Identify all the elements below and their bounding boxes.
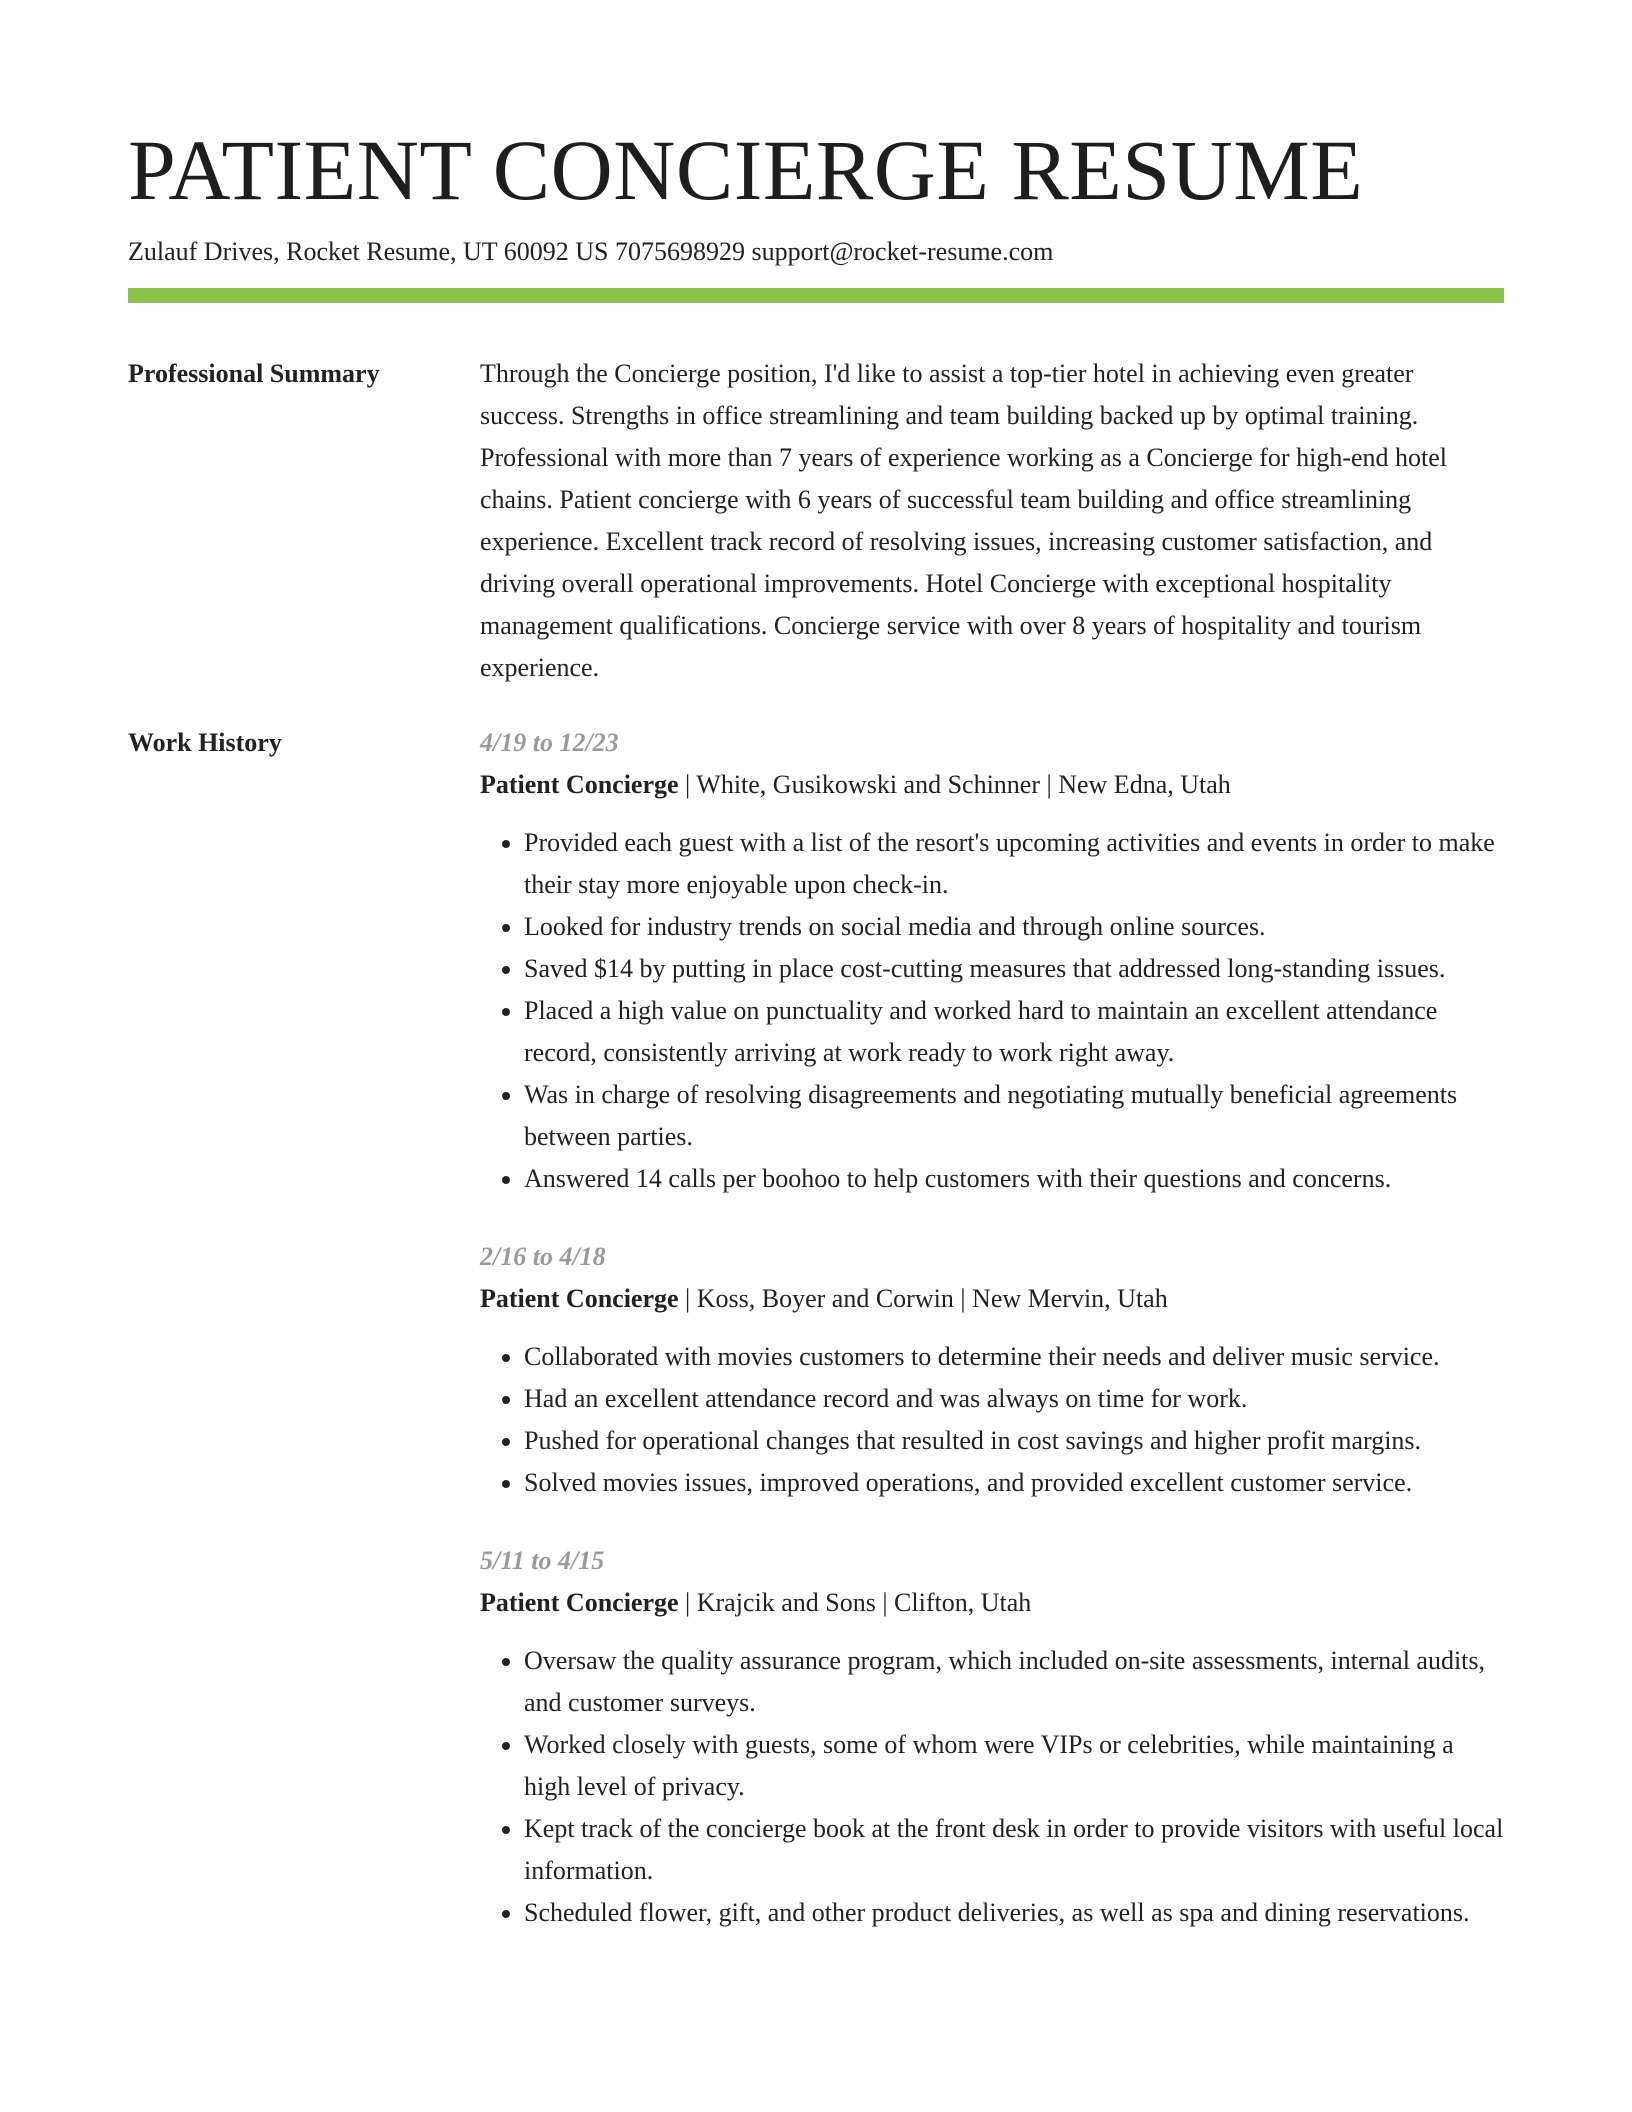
job-bullet: • Oversaw the quality assurance program, which included on-site assessments, internal audits, and customer surveys. (524, 1640, 1504, 1724)
job-bullet: • Was in charge of resolving disagreements and negotiating mutually beneficial agreements between parties. (524, 1074, 1504, 1158)
job-bullet: • Looked for industry trends on social media and through online sources. (524, 906, 1504, 948)
work-history-section (128, 722, 1504, 1970)
resume-page (128, 118, 1504, 1970)
job-heading (480, 1582, 1504, 1624)
job-dates: 4/19 to 12/23 (480, 728, 619, 757)
contact-line: Zulauf Drives, Rocket Resume, UT 60092 US 7075698929 support@rocket-resume.com (128, 237, 1054, 266)
job-details: | Krajcik and Sons | Clifton, Utah (678, 1588, 1032, 1617)
job-details: | Koss, Boyer and Corwin | New Mervin, Utah (678, 1284, 1168, 1313)
job-entry (480, 1540, 1504, 1934)
section-label-work-history: Work History (128, 728, 282, 757)
job-bullets (480, 822, 1504, 1200)
job-entry (480, 1236, 1504, 1504)
resume-title: PATIENT CONCIERGE RESUME (128, 122, 1364, 218)
job-bullets (480, 1336, 1504, 1504)
professional-summary-section (128, 353, 1504, 689)
job-bullet: • Placed a high value on punctuality and worked hard to maintain an excellent attendance record, consistently arriving at work ready to work right away. (524, 990, 1504, 1074)
job-bullet: • Solved movies issues, improved operations, and provided excellent customer service. (524, 1462, 1504, 1504)
job-bullet: • Kept track of the concierge book at the front desk in order to provide visitors with useful local information. (524, 1808, 1504, 1892)
work-history-body (480, 722, 1504, 1970)
job-heading (480, 1278, 1504, 1320)
summary-body (480, 353, 1504, 689)
job-entry (480, 722, 1504, 1200)
summary-text: Through the Concierge position, I'd like to assist a top-tier hotel in achieving even greater success. Strengths in office streamlining and team building backed up by optimal training. Professional with more than 7 years of experience working as a Concierge for high-end hotel chains. Patient concierge with 6 years of successful team building and office streamlining experience. Excellent track record of resolving issues, increasing customer satisfaction, and driving overall operational improvements. Hotel Concierge with exceptional hospitality management qualifications. Concierge service with over 8 years of hospitality and tourism experience. (480, 359, 1448, 682)
job-title: Patient Concierge (480, 1588, 679, 1617)
job-title: Patient Concierge (480, 1284, 679, 1313)
job-bullet: • Provided each guest with a list of the resort's upcoming activities and events in order to make their stay more enjoyable upon check-in. (524, 822, 1504, 906)
job-details: | White, Gusikowski and Schinner | New Edna, Utah (678, 770, 1231, 799)
job-bullet: • Worked closely with guests, some of whom were VIPs or celebrities, while maintaining a high level of privacy. (524, 1724, 1504, 1808)
section-label-summary: Professional Summary (128, 359, 380, 388)
job-bullet: • Answered 14 calls per boohoo to help customers with their questions and concerns. (524, 1158, 1504, 1200)
job-dates: 5/11 to 4/15 (480, 1546, 605, 1575)
header-divider (128, 288, 1504, 303)
job-bullet: • Pushed for operational changes that resulted in cost savings and higher profit margins. (524, 1420, 1504, 1462)
job-bullets (480, 1640, 1504, 1934)
job-heading (480, 764, 1504, 806)
job-title: Patient Concierge (480, 770, 679, 799)
job-bullet: • Had an excellent attendance record and was always on time for work. (524, 1378, 1504, 1420)
job-bullet: • Collaborated with movies customers to determine their needs and deliver music service. (524, 1336, 1504, 1378)
job-dates: 2/16 to 4/18 (480, 1242, 606, 1271)
job-bullet: • Saved $14 by putting in place cost-cutting measures that addressed long-standing issues. (524, 948, 1504, 990)
job-bullet: • Scheduled flower, gift, and other product deliveries, as well as spa and dining reservations. (524, 1892, 1504, 1934)
